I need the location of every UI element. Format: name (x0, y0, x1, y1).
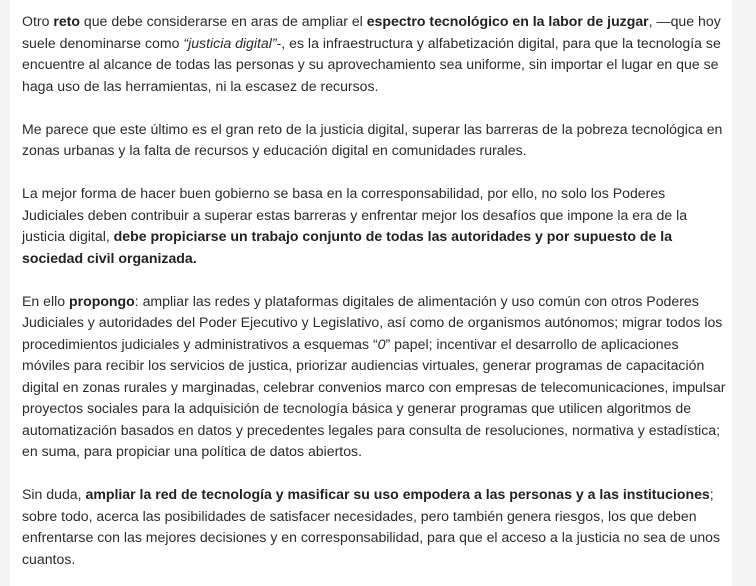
article-body (10, 0, 732, 586)
paragraph-5 (22, 484, 730, 570)
paragraph-4 (22, 291, 730, 463)
text-segment: : ampliar las redes y plataformas digitales de alimentación y uso común con otros Poderes Judiciales y autoridades del Poder Ejecutivo y Legislativo, así como de organismos autónomos; migrar todos los procedimientos judiciales y administrativos a esquemas “ (22, 292, 723, 352)
text-segment: , —que hoy suele denominarse como (22, 13, 721, 51)
text-segment: Sin duda, (22, 486, 86, 502)
text-segment: Otro (22, 13, 54, 29)
italic-text: 0 (377, 335, 386, 352)
bold-text: propongo (69, 292, 135, 309)
text-segment: -, es la infraestructura y alfabetización digital, para que la tecnología se encuentre al alcance de todas las personas y su aprovechamiento sea uniforme, sin importar el lugar en que se haga uso de las herramientas, ni la escasez de recursos. (22, 34, 721, 94)
text-segment: ” papel; incentivar el desarrollo de aplicaciones móviles para recibir los servicios de justica, priorizar audiencias virtuales, generar programas de capacitación digital en zonas rurales y marginadas, celebrar convenios marco con empresas de telecomunicaciones, impulsar proyectos sociales para la adquisición de tecnología básica y generar programas que utilicen algoritmos de automatización basados en datos y precedentes legales para consulta de resoluciones, normativa y estadística; en suma, para propiciar una política de datos abiertos. (22, 335, 726, 459)
paragraph-3 (22, 183, 730, 269)
bold-text: espectro tecnológico en la labor de juzgar (366, 13, 649, 29)
bold-text: reto (53, 13, 80, 29)
text-segment: que debe considerarse en aras de ampliar el (79, 13, 367, 29)
italic-text: “justicia digital” (183, 34, 277, 51)
text-segment: Me parece que este último es el gran reto de la justicia digital, superar las barreras de la pobreza tecnológica en zonas urbanas y la falta de recursos y educación digital en comunidades rurales. (22, 120, 723, 158)
paragraph-2 (22, 119, 730, 162)
bold-text: debe propiciarse un trabajo conjunto de todas las autoridades y por supuesto de la sociedad civil organizada. (22, 228, 673, 266)
paragraph-1 (22, 11, 730, 97)
text-segment: ; sobre todo, acerca las posibilidades de satisfacer necesidades, pero también genera riesgos, los que deben enfrentarse con las mejores decisiones y en corresponsabilidad, para que el acceso a la justicia no sea de unos cuantos. (22, 486, 721, 567)
bold-text: ampliar la red de tecnología y masificar su uso empodera a las personas y a las instituciones (85, 486, 710, 502)
text-segment: En ello (22, 292, 70, 309)
text-segment: La mejor forma de hacer buen gobierno se basa en la corresponsabilidad, por ello, no solo los Poderes Judiciales deben contribuir a superar estas barreras y enfrentar mejor los desafíos que impone la era de la justicia digital, (22, 185, 688, 244)
